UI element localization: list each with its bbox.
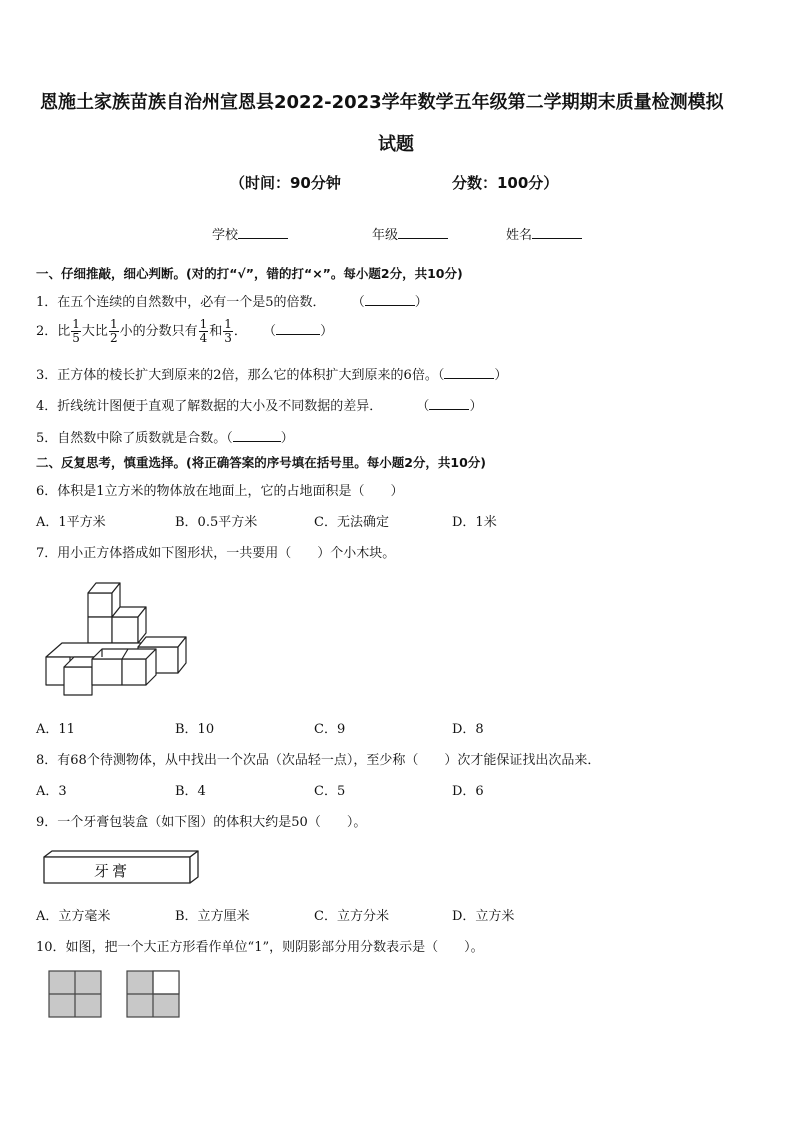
- q7-option-d[interactable]: D．8: [452, 722, 484, 737]
- q8-option-c[interactable]: C．5: [314, 784, 346, 799]
- question-1: [36, 291, 428, 310]
- question-5-text: 5．自然数中除了质数就是合数。: [36, 431, 227, 446]
- q9-option-a[interactable]: A．立方毫米: [36, 909, 111, 924]
- question-1-text: 1．在五个连续的自然数中，必有一个是5的倍数．: [36, 295, 326, 310]
- question-9: 9．一个牙膏包装盒（如下图）的体积大约是50（ ）。: [36, 815, 367, 830]
- q6-option-d[interactable]: D．1米: [452, 515, 497, 530]
- exam-score: 分数：100分）: [452, 174, 559, 192]
- question-2-mid1: 大比: [81, 324, 108, 339]
- exam-time: （时间：90分钟: [230, 174, 341, 192]
- q6-option-c[interactable]: C．无法确定: [314, 515, 389, 530]
- grade-blank[interactable]: [398, 226, 448, 239]
- square-figure-three-quarters-shaded: [126, 970, 180, 1018]
- question-8: 8．有68个待测物体，从中找出一个次品（次品轻一点），至少称（ ）次才能保证找出次品来．: [36, 753, 601, 768]
- question-6: 6．体积是1立方米的物体放在地面上，它的占地面积是（ ）: [36, 484, 404, 499]
- section2-heading: 二、反复思考，慎重选择。(将正确答案的序号填在括号里。每小题2分，共10分): [36, 455, 487, 470]
- q8-option-d[interactable]: D．6: [452, 784, 484, 799]
- fraction-1-5: $\frac{1}{5}$: [72, 317, 80, 345]
- q6-option-a[interactable]: A．1平方米: [36, 515, 106, 530]
- question-4: [36, 395, 482, 414]
- question-4-text: 4．折线统计图便于直观了解数据的大小及不同数据的差异．: [36, 399, 383, 414]
- fraction-1-3: $\frac{1}{3}$: [224, 317, 232, 345]
- cube-stack-figure: [40, 575, 188, 700]
- page-title: 恩施土家族苗族自治州宣恩县2022-2023学年数学五年级第二学期期末质量检测模拟: [40, 92, 724, 113]
- square-figure-full-shaded: [48, 970, 102, 1018]
- name-field[interactable]: [506, 224, 582, 243]
- q9-option-b[interactable]: B．立方厘米: [175, 909, 250, 924]
- question-2-prefix: 2．比: [36, 324, 71, 339]
- name-blank[interactable]: [532, 226, 582, 239]
- toothpaste-box-figure: [42, 849, 200, 885]
- question-2-mid2: 小的分数只有: [119, 324, 198, 339]
- question-3: [36, 364, 507, 383]
- q7-option-c[interactable]: C．9: [314, 722, 346, 737]
- q9-option-d[interactable]: D．立方米: [452, 909, 515, 924]
- toothpaste-box-label: 牙膏: [94, 862, 131, 880]
- name-label: 姓名: [506, 228, 533, 243]
- q8-option-b[interactable]: B．4: [175, 784, 206, 799]
- q6-option-b[interactable]: B．0.5平方米: [175, 515, 258, 530]
- fraction-1-4: $\frac{1}{4}$: [199, 317, 208, 345]
- question-10: 10．如图，把一个大正方形看作单位“1”，则阴影部分用分数表示是（ ）。: [36, 940, 484, 955]
- fraction-1-2: $\frac{1}{2}$: [109, 317, 118, 345]
- q8-option-a[interactable]: A．3: [36, 784, 67, 799]
- q7-option-b[interactable]: B．10: [175, 722, 215, 737]
- school-field[interactable]: [212, 224, 288, 243]
- q7-option-a[interactable]: A．11: [36, 722, 75, 737]
- question-5-paren[interactable]: （ ）: [226, 431, 294, 446]
- question-1-paren[interactable]: （ ）: [351, 295, 428, 310]
- question-7: 7．用小正方体搭成如下图形状，一共要用（ ）个小木块。: [36, 546, 396, 561]
- page-title-continued: 试题: [378, 134, 414, 155]
- school-blank[interactable]: [238, 226, 288, 239]
- section1-heading: 一、仔细推敲，细心判断。(对的打“√”，错的打“×”。每小题2分，共10分): [36, 266, 463, 281]
- q9-option-c[interactable]: C．立方分米: [314, 909, 389, 924]
- question-5: [36, 427, 294, 446]
- grade-field[interactable]: [372, 224, 448, 243]
- grade-label: 年级: [372, 228, 399, 243]
- question-3-paren[interactable]: （ ）: [437, 368, 508, 383]
- question-4-paren[interactable]: （ ）: [416, 399, 483, 414]
- question-2-and: 和: [209, 324, 223, 339]
- school-label: 学校: [212, 228, 239, 243]
- question-2-end: ．: [233, 324, 247, 339]
- question-2-paren[interactable]: （ ）: [263, 324, 334, 339]
- question-3-text: 3．正方体的棱长扩大到原来的2倍，那么它的体积扩大到原来的6倍。: [36, 368, 438, 383]
- question-2: [36, 318, 333, 345]
